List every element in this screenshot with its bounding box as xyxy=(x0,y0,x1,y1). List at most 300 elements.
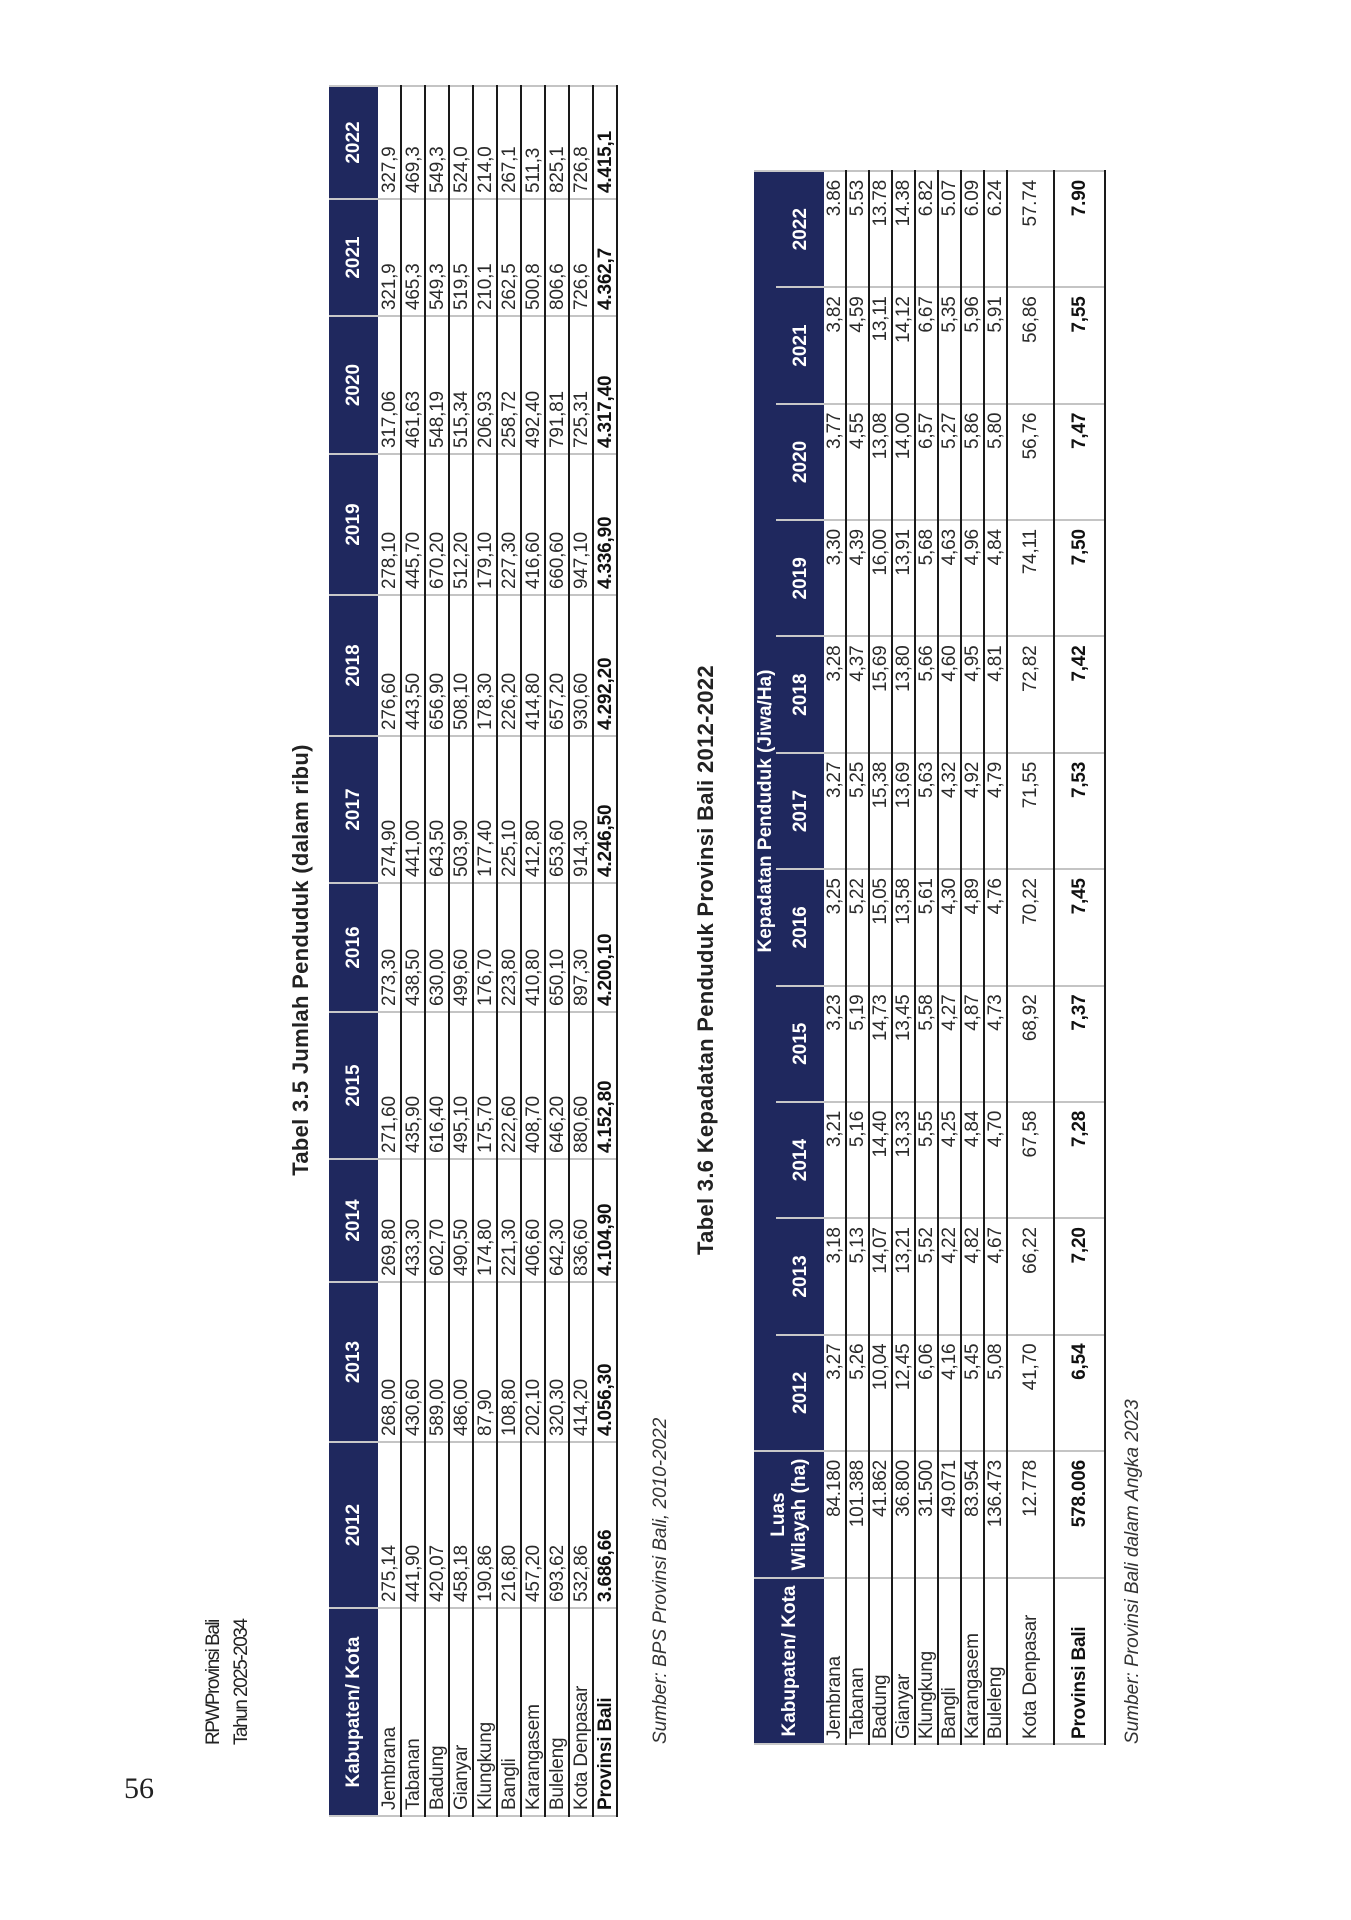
density-value: 4,73 xyxy=(984,986,1007,1102)
population-value: 465,3 xyxy=(401,199,425,316)
density-value: 7,20 xyxy=(1054,1218,1105,1334)
density-value: 5,55 xyxy=(915,1102,938,1218)
column-header-year: 2021 xyxy=(776,287,824,403)
population-value: 4.362,7 xyxy=(593,199,617,316)
column-header-year: 2014 xyxy=(776,1102,824,1218)
density-value: 3,82 xyxy=(824,287,846,403)
density-value: 7,53 xyxy=(1054,753,1105,869)
density-value: 14,07 xyxy=(869,1218,892,1334)
table-row xyxy=(449,86,473,1816)
population-value: 646,20 xyxy=(545,1012,569,1159)
population-value: 258,72 xyxy=(497,316,521,454)
population-value: 548,19 xyxy=(425,316,449,454)
population-value: 441,90 xyxy=(401,1442,425,1608)
density-value: 70,22 xyxy=(1007,869,1054,985)
density-value: 4,60 xyxy=(938,636,961,752)
population-value: 549,3 xyxy=(425,86,449,199)
column-header-year: 2012 xyxy=(329,1442,378,1608)
population-value: 223,80 xyxy=(497,883,521,1012)
population-value: 589,00 xyxy=(425,1282,449,1442)
density-value: 5,91 xyxy=(984,287,1007,403)
region-name: Gianyar xyxy=(449,1608,473,1816)
population-value: 177,40 xyxy=(473,736,497,883)
density-value: 3,23 xyxy=(824,986,846,1102)
column-header-area: Luas Wilayah (ha) xyxy=(754,1451,824,1578)
population-value: 275,14 xyxy=(378,1442,401,1608)
density-value: 4,92 xyxy=(961,753,984,869)
column-header-year: 2017 xyxy=(329,736,378,883)
density-value: 4,25 xyxy=(938,1102,961,1218)
density-value: 5,13 xyxy=(846,1218,869,1334)
density-value: 67,58 xyxy=(1007,1102,1054,1218)
table-3-6-source: Sumber: Provinsi Bali dalam Angka 2023 xyxy=(1122,1399,1143,1744)
column-header-year: 2019 xyxy=(776,520,824,636)
column-header-year: 2020 xyxy=(329,316,378,454)
density-value: 4,30 xyxy=(938,869,961,985)
density-value: 4,87 xyxy=(961,986,984,1102)
density-value: 5,52 xyxy=(915,1218,938,1334)
region-name: Karangasem xyxy=(521,1608,545,1816)
density-value: 13,58 xyxy=(892,869,915,985)
density-value: 10,04 xyxy=(869,1335,892,1451)
population-value: 271,60 xyxy=(378,1012,401,1159)
area-value: 83.954 xyxy=(961,1451,984,1578)
density-value: 5,58 xyxy=(915,986,938,1102)
area-value: 41.862 xyxy=(869,1451,892,1578)
table-row xyxy=(521,86,545,1816)
density-value: 16,00 xyxy=(869,520,892,636)
population-value: 4.104,90 xyxy=(593,1159,617,1282)
population-value: 410,80 xyxy=(521,883,545,1012)
density-value: 15,69 xyxy=(869,636,892,752)
population-value: 278,10 xyxy=(378,454,401,595)
table-row xyxy=(378,86,401,1816)
density-value: 5,96 xyxy=(961,287,984,403)
table-row xyxy=(892,171,915,1744)
density-value: 14,40 xyxy=(869,1102,892,1218)
population-value: 880,60 xyxy=(569,1012,593,1159)
population-value: 179,10 xyxy=(473,454,497,595)
region-name: Kota Denpasar xyxy=(1007,1578,1054,1744)
region-name: Badung xyxy=(869,1578,892,1744)
column-header-year: 2013 xyxy=(776,1218,824,1334)
column-header-year: 2019 xyxy=(329,454,378,595)
population-value: 657,20 xyxy=(545,595,569,736)
density-value: 13,08 xyxy=(869,404,892,520)
density-value: 7,47 xyxy=(1054,404,1105,520)
population-value: 519,5 xyxy=(449,199,473,316)
density-value: 4,22 xyxy=(938,1218,961,1334)
table-row xyxy=(425,86,449,1816)
population-value: 327,9 xyxy=(378,86,401,199)
population-value: 227,30 xyxy=(497,454,521,595)
population-value: 443,50 xyxy=(401,595,425,736)
column-header-year: 2016 xyxy=(776,869,824,985)
region-name: Bangli xyxy=(497,1608,521,1816)
population-value: 441,00 xyxy=(401,736,425,883)
density-value: 7,28 xyxy=(1054,1102,1105,1218)
population-value: 495,10 xyxy=(449,1012,473,1159)
table-row xyxy=(846,171,869,1744)
density-value: 6,67 xyxy=(915,287,938,403)
density-value: 3,21 xyxy=(824,1102,846,1218)
table-row xyxy=(497,86,521,1816)
density-value: 14,00 xyxy=(892,404,915,520)
density-value: 4,95 xyxy=(961,636,984,752)
table-row xyxy=(1007,171,1054,1744)
population-value: 653,60 xyxy=(545,736,569,883)
region-name: Buleleng xyxy=(984,1578,1007,1744)
population-value: 897,30 xyxy=(569,883,593,1012)
population-value: 420,07 xyxy=(425,1442,449,1608)
population-value: 461,63 xyxy=(401,316,425,454)
density-value: 13,21 xyxy=(892,1218,915,1334)
region-name: Badung xyxy=(425,1608,449,1816)
population-value: 412,80 xyxy=(521,736,545,883)
population-value: 176,70 xyxy=(473,883,497,1012)
table-row xyxy=(569,86,593,1816)
population-value: 4.317,40 xyxy=(593,316,617,454)
column-header-year: 2022 xyxy=(329,86,378,199)
area-value: 101.388 xyxy=(846,1451,869,1578)
population-value: 930,60 xyxy=(569,595,593,736)
density-value: 3,28 xyxy=(824,636,846,752)
population-value: 430,60 xyxy=(401,1282,425,1442)
density-value: 57.74 xyxy=(1007,171,1054,287)
region-name: Jembrana xyxy=(824,1578,846,1744)
area-value: 578.006 xyxy=(1054,1451,1105,1578)
density-value: 4,67 xyxy=(984,1218,1007,1334)
density-value: 66,22 xyxy=(1007,1218,1054,1334)
density-value: 4,79 xyxy=(984,753,1007,869)
population-value: 469,3 xyxy=(401,86,425,199)
population-value: 438,50 xyxy=(401,883,425,1012)
density-value: 7.90 xyxy=(1054,171,1105,287)
population-value: 512,20 xyxy=(449,454,473,595)
region-name: Provinsi Bali xyxy=(593,1608,617,1816)
column-header-year: 2017 xyxy=(776,753,824,869)
column-header-year: 2014 xyxy=(329,1159,378,1282)
population-value: 222,60 xyxy=(497,1012,521,1159)
population-value: 3.686,66 xyxy=(593,1442,617,1608)
column-header-year: 2022 xyxy=(776,171,824,287)
population-value: 214,0 xyxy=(473,86,497,199)
population-value: 947,10 xyxy=(569,454,593,595)
table-row xyxy=(869,171,892,1744)
density-value: 4,32 xyxy=(938,753,961,869)
density-value: 4,70 xyxy=(984,1102,1007,1218)
density-value: 13,91 xyxy=(892,520,915,636)
population-value: 321,9 xyxy=(378,199,401,316)
density-value: 5.53 xyxy=(846,171,869,287)
population-table xyxy=(329,85,618,1817)
density-value: 5,27 xyxy=(938,404,961,520)
density-value: 4,63 xyxy=(938,520,961,636)
density-value: 56,86 xyxy=(1007,287,1054,403)
table-row xyxy=(938,171,961,1744)
region-name: Klungkung xyxy=(473,1608,497,1816)
running-header-line2: Tahun 2025-2034 xyxy=(231,1619,252,1745)
region-name: Jembrana xyxy=(378,1608,401,1816)
density-value: 4,27 xyxy=(938,986,961,1102)
density-value: 6.82 xyxy=(915,171,938,287)
population-value: 549,3 xyxy=(425,199,449,316)
population-value: 406,60 xyxy=(521,1159,545,1282)
population-value: 825,1 xyxy=(545,86,569,199)
column-header-year: 2018 xyxy=(776,636,824,752)
population-value: 643,50 xyxy=(425,736,449,883)
population-value: 87,90 xyxy=(473,1282,497,1442)
population-value: 210,1 xyxy=(473,199,497,316)
population-value: 317,06 xyxy=(378,316,401,454)
density-value: 3,27 xyxy=(824,753,846,869)
column-header-year: 2016 xyxy=(329,883,378,1012)
population-value: 435,90 xyxy=(401,1012,425,1159)
density-value: 6,54 xyxy=(1054,1335,1105,1451)
density-value: 5,35 xyxy=(938,287,961,403)
density-value: 4,84 xyxy=(961,1102,984,1218)
population-value: 532,86 xyxy=(569,1442,593,1608)
density-value: 6.09 xyxy=(961,171,984,287)
table-row xyxy=(984,171,1007,1744)
density-table xyxy=(754,170,1106,1745)
density-value: 4,37 xyxy=(846,636,869,752)
column-header-kabupaten: Kabupaten/ Kota xyxy=(754,1578,824,1744)
area-value: 31.500 xyxy=(915,1451,938,1578)
population-value: 225,10 xyxy=(497,736,521,883)
population-value: 806,6 xyxy=(545,199,569,316)
density-value: 5,80 xyxy=(984,404,1007,520)
column-header-year: 2021 xyxy=(329,199,378,316)
density-value: 5.07 xyxy=(938,171,961,287)
population-value: 267,1 xyxy=(497,86,521,199)
population-value: 414,80 xyxy=(521,595,545,736)
table-3-5-source: Sumber: BPS Provinsi Bali, 2010-2022 xyxy=(650,1417,671,1744)
population-value: 656,90 xyxy=(425,595,449,736)
population-value: 630,00 xyxy=(425,883,449,1012)
density-value: 7,42 xyxy=(1054,636,1105,752)
density-value: 5,63 xyxy=(915,753,938,869)
density-value: 5,19 xyxy=(846,986,869,1102)
density-value: 7,37 xyxy=(1054,986,1105,1102)
population-value: 414,20 xyxy=(569,1282,593,1442)
population-value: 416,60 xyxy=(521,454,545,595)
population-value: 457,20 xyxy=(521,1442,545,1608)
area-value: 84.180 xyxy=(824,1451,846,1578)
population-value: 4.336,90 xyxy=(593,454,617,595)
population-value: 486,00 xyxy=(449,1282,473,1442)
population-value: 190,86 xyxy=(473,1442,497,1608)
density-value: 4,39 xyxy=(846,520,869,636)
population-value: 4.246,50 xyxy=(593,736,617,883)
region-name: Kota Denpasar xyxy=(569,1608,593,1816)
area-value: 36.800 xyxy=(892,1451,915,1578)
population-value: 273,30 xyxy=(378,883,401,1012)
population-value: 174,80 xyxy=(473,1159,497,1282)
table-3-5-title: Tabel 3.5 Jumlah Penduduk (dalam ribu) xyxy=(288,744,313,1176)
table-row xyxy=(915,171,938,1744)
density-value: 5,86 xyxy=(961,404,984,520)
density-value: 15,05 xyxy=(869,869,892,985)
table-row xyxy=(401,86,425,1816)
density-value: 13,45 xyxy=(892,986,915,1102)
density-value: 71,55 xyxy=(1007,753,1054,869)
density-value: 14,12 xyxy=(892,287,915,403)
population-value: 268,00 xyxy=(378,1282,401,1442)
population-value: 490,50 xyxy=(449,1159,473,1282)
population-value: 791,81 xyxy=(545,316,569,454)
density-value: 5,68 xyxy=(915,520,938,636)
population-value: 524,0 xyxy=(449,86,473,199)
density-value: 12,45 xyxy=(892,1335,915,1451)
population-value: 515,34 xyxy=(449,316,473,454)
population-value: 226,20 xyxy=(497,595,521,736)
population-value: 4.200,10 xyxy=(593,883,617,1012)
population-value: 216,80 xyxy=(497,1442,521,1608)
population-value: 836,60 xyxy=(569,1159,593,1282)
density-value: 14,73 xyxy=(869,986,892,1102)
density-value: 13,33 xyxy=(892,1102,915,1218)
density-value: 3,30 xyxy=(824,520,846,636)
density-value: 13.78 xyxy=(869,171,892,287)
density-value: 6,06 xyxy=(915,1335,938,1451)
population-value: 500,8 xyxy=(521,199,545,316)
population-value: 511,3 xyxy=(521,86,545,199)
density-value: 13,11 xyxy=(869,287,892,403)
population-value: 693,62 xyxy=(545,1442,569,1608)
density-value: 3,18 xyxy=(824,1218,846,1334)
population-value: 4.152,80 xyxy=(593,1012,617,1159)
density-value: 3,77 xyxy=(824,404,846,520)
column-group-density: Kepadatan Penduduk (Jiwa/Ha) xyxy=(754,171,776,1451)
density-value: 72,82 xyxy=(1007,636,1054,752)
density-value: 7,45 xyxy=(1054,869,1105,985)
density-value: 4,82 xyxy=(961,1218,984,1334)
running-header-line1: RPWProvinsi Bali xyxy=(203,1620,224,1745)
population-value: 508,10 xyxy=(449,595,473,736)
population-value: 914,30 xyxy=(569,736,593,883)
region-name: Tabanan xyxy=(846,1578,869,1744)
area-value: 49.071 xyxy=(938,1451,961,1578)
column-header-year: 2020 xyxy=(776,404,824,520)
population-value: 269,80 xyxy=(378,1159,401,1282)
density-value: 6.24 xyxy=(984,171,1007,287)
population-value: 642,30 xyxy=(545,1159,569,1282)
density-value: 3,25 xyxy=(824,869,846,985)
region-name: Tabanan xyxy=(401,1608,425,1816)
density-value: 3,27 xyxy=(824,1335,846,1451)
density-value: 4,55 xyxy=(846,404,869,520)
density-value: 5,16 xyxy=(846,1102,869,1218)
column-header-year: 2018 xyxy=(329,595,378,736)
density-value: 6,57 xyxy=(915,404,938,520)
population-value: 178,30 xyxy=(473,595,497,736)
density-value: 4,16 xyxy=(938,1335,961,1451)
density-value: 4,81 xyxy=(984,636,1007,752)
density-value: 5,08 xyxy=(984,1335,1007,1451)
population-value: 670,20 xyxy=(425,454,449,595)
area-value: 136.473 xyxy=(984,1451,1007,1578)
density-value: 4,89 xyxy=(961,869,984,985)
population-value: 108,80 xyxy=(497,1282,521,1442)
density-value: 15,38 xyxy=(869,753,892,869)
region-name: Gianyar xyxy=(892,1578,915,1744)
population-value: 503,90 xyxy=(449,736,473,883)
population-value: 320,30 xyxy=(545,1282,569,1442)
population-value: 492,40 xyxy=(521,316,545,454)
population-value: 433,30 xyxy=(401,1159,425,1282)
population-value: 660,60 xyxy=(545,454,569,595)
region-name: Karangasem xyxy=(961,1578,984,1744)
running-header xyxy=(200,1620,256,1745)
page-number: 56 xyxy=(124,1772,154,1805)
population-value: 4.415,1 xyxy=(593,86,617,199)
density-value: 4,84 xyxy=(984,520,1007,636)
region-name: Klungkung xyxy=(915,1578,938,1744)
table-row xyxy=(545,86,569,1816)
column-header-year: 2015 xyxy=(776,986,824,1102)
area-value: 12.778 xyxy=(1007,1451,1054,1578)
density-value: 3.86 xyxy=(824,171,846,287)
population-value: 206,93 xyxy=(473,316,497,454)
table-row xyxy=(473,86,497,1816)
density-value: 5,26 xyxy=(846,1335,869,1451)
density-value: 5,61 xyxy=(915,869,938,985)
density-value: 56,76 xyxy=(1007,404,1054,520)
density-value: 14.38 xyxy=(892,171,915,287)
population-value: 175,70 xyxy=(473,1012,497,1159)
region-name: Bangli xyxy=(938,1578,961,1744)
population-value: 458,18 xyxy=(449,1442,473,1608)
density-value: 13,69 xyxy=(892,753,915,869)
density-value: 4,96 xyxy=(961,520,984,636)
population-value: 499,60 xyxy=(449,883,473,1012)
population-value: 4.292,20 xyxy=(593,595,617,736)
density-value: 7,50 xyxy=(1054,520,1105,636)
column-header-year: 2012 xyxy=(776,1335,824,1451)
column-header-year: 2013 xyxy=(329,1282,378,1442)
population-value: 276,60 xyxy=(378,595,401,736)
table-row xyxy=(961,171,984,1744)
population-value: 408,70 xyxy=(521,1012,545,1159)
density-value: 41,70 xyxy=(1007,1335,1054,1451)
density-value: 68,92 xyxy=(1007,986,1054,1102)
density-value: 5,66 xyxy=(915,636,938,752)
density-value: 13,80 xyxy=(892,636,915,752)
density-value: 7,55 xyxy=(1054,287,1105,403)
density-value: 5,25 xyxy=(846,753,869,869)
population-value: 4.056,30 xyxy=(593,1282,617,1442)
population-value: 262,5 xyxy=(497,199,521,316)
column-header-kabupaten: Kabupaten/ Kota xyxy=(329,1608,378,1816)
region-name: Provinsi Bali xyxy=(1054,1578,1105,1744)
population-value: 726,8 xyxy=(569,86,593,199)
population-value: 274,90 xyxy=(378,736,401,883)
population-value: 221,30 xyxy=(497,1159,521,1282)
density-value: 74,11 xyxy=(1007,520,1054,636)
table-row xyxy=(824,171,846,1744)
table-3-6-title: Tabel 3.6 Kepadatan Penduduk Provinsi Bali 2012-2022 xyxy=(693,665,718,1255)
density-value: 4,59 xyxy=(846,287,869,403)
density-value: 5,45 xyxy=(961,1335,984,1451)
table-row xyxy=(593,86,617,1816)
population-value: 202,10 xyxy=(521,1282,545,1442)
region-name: Buleleng xyxy=(545,1608,569,1816)
density-value: 4,76 xyxy=(984,869,1007,985)
density-value: 5,22 xyxy=(846,869,869,985)
column-header-year: 2015 xyxy=(329,1012,378,1159)
population-value: 650,10 xyxy=(545,883,569,1012)
